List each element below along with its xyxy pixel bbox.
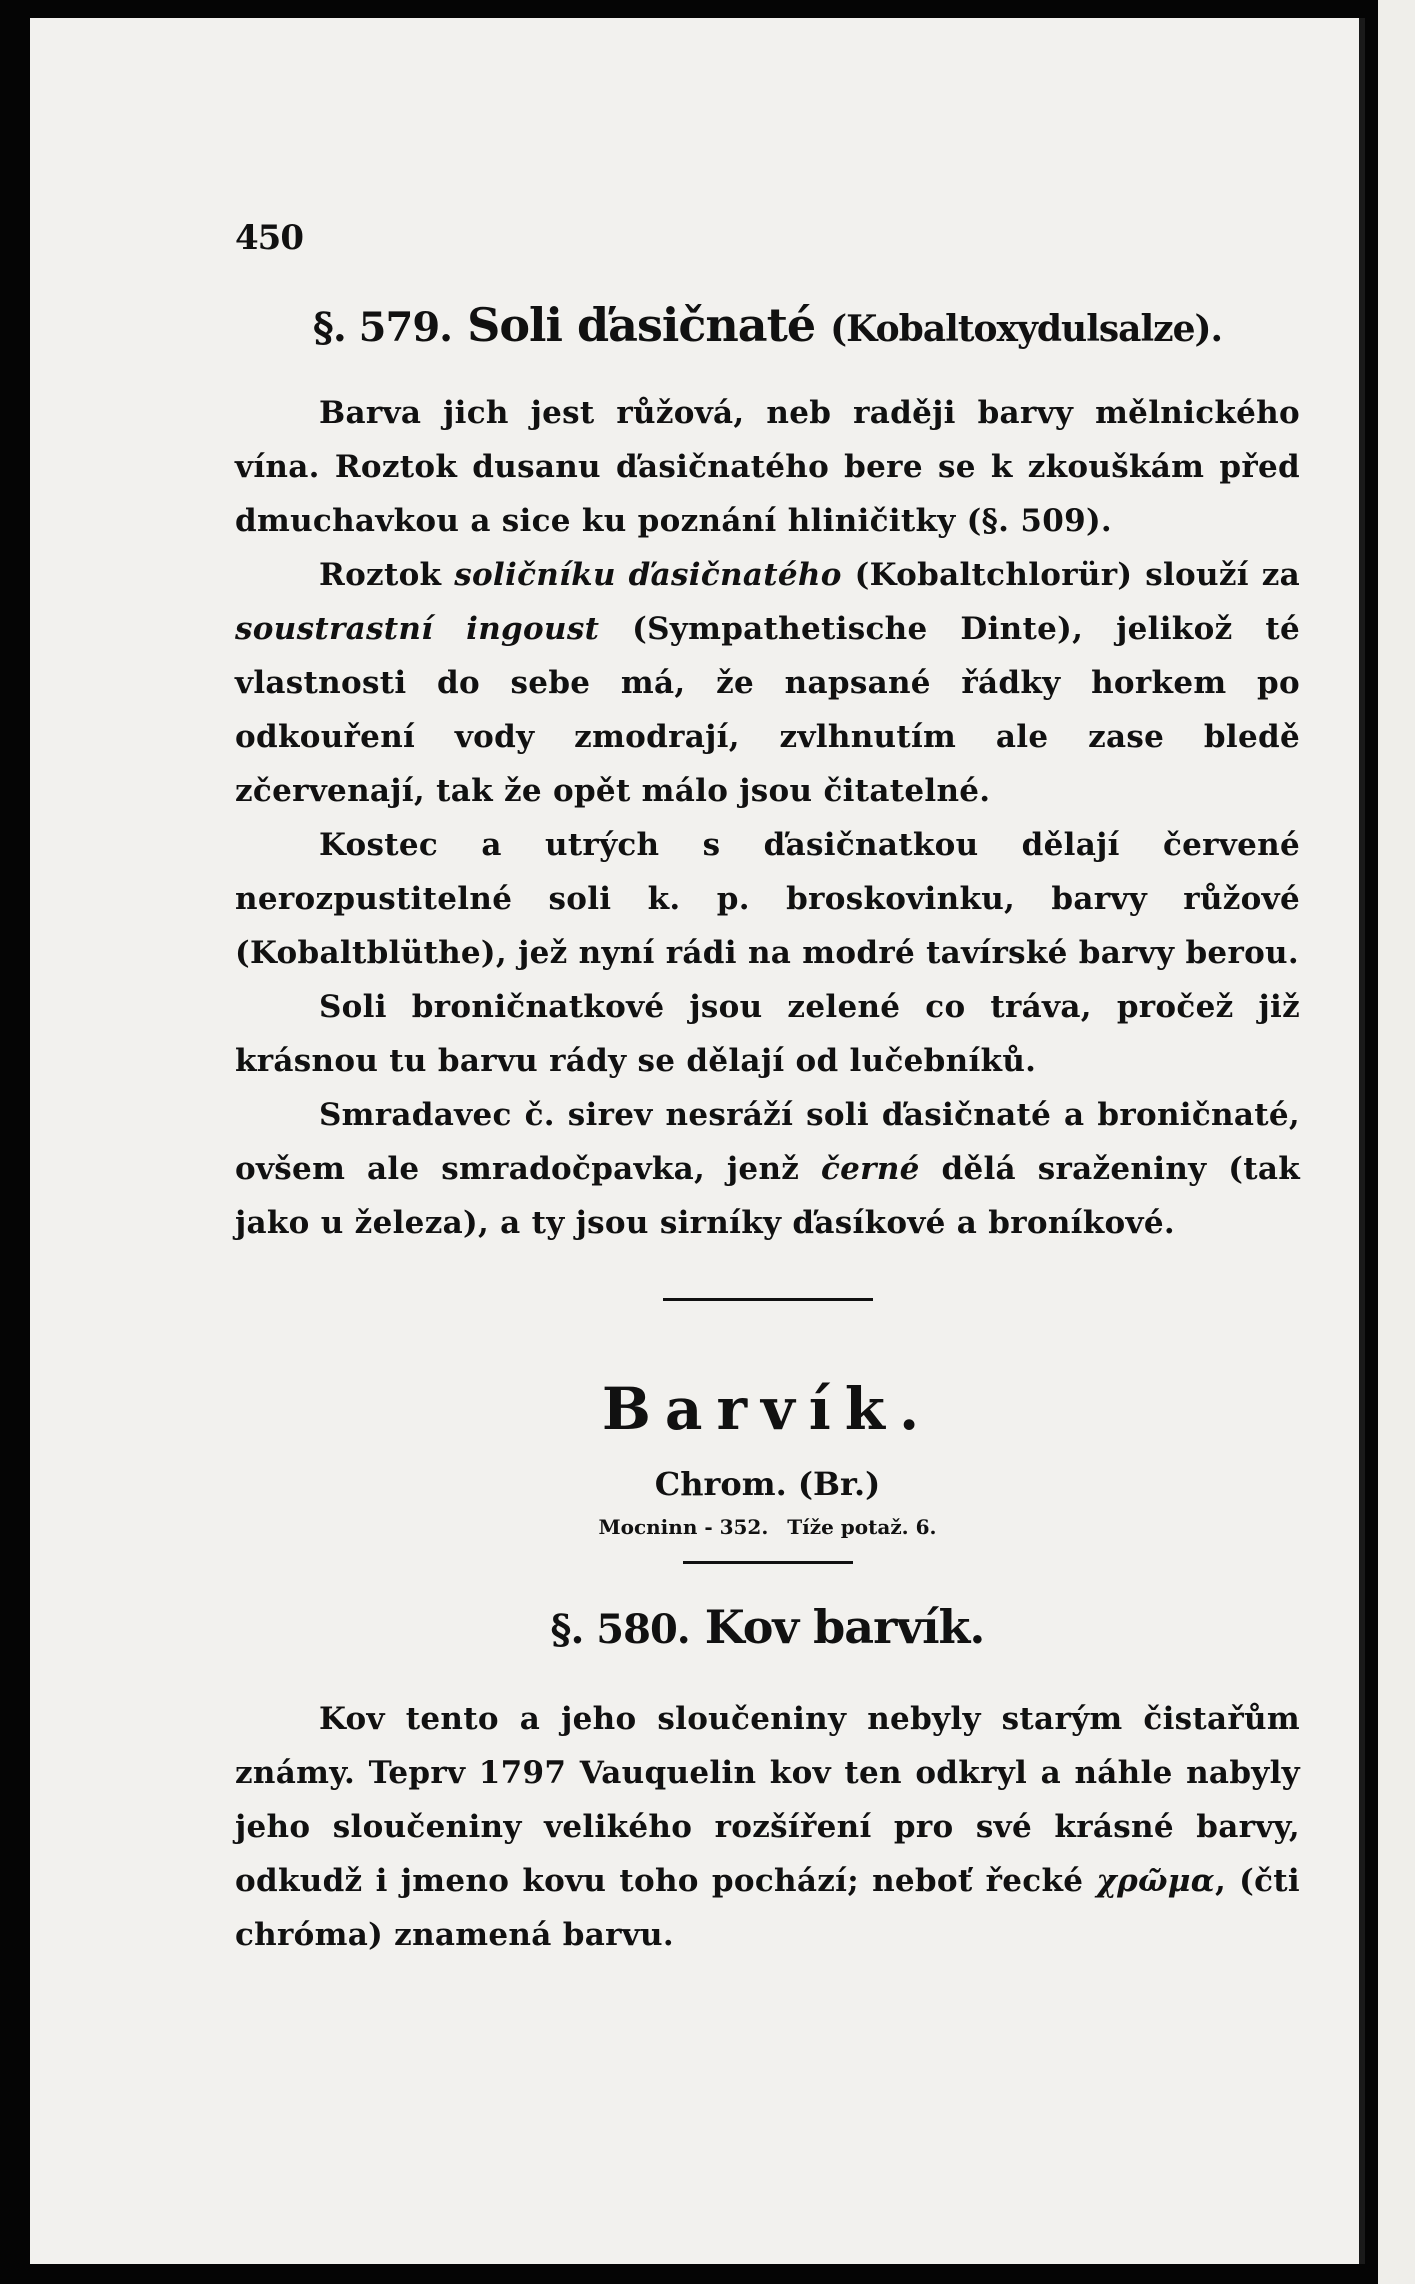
text-segment: Kov tento a jeho sloučeniny nebyly starým čistařům známy. Teprv 1797 Vauquelin kov ten odkryl a náhle nabyly jeho sloučeniny velikého rozšíření pro své krásné barvy, odkudž i jmeno kovu toho pochází; neboť řecké: [235, 1701, 1300, 1899]
section-number: §. 579.: [312, 304, 453, 351]
text-segment: (Sympathetische Dinte), jelikož té vlastnosti do sebe má, že napsané řádky horkem po odkouření vody zmodrají, zvlhnutím ale zase bledě zčervenají, tak že opět málo jsou čitatelné.: [235, 611, 1301, 809]
page-content: [235, 218, 1300, 1962]
italic-term: χρῶμα: [1096, 1863, 1215, 1899]
section-title: Soli ďasičnaté: [467, 298, 816, 352]
element-title: Barvík.: [601, 1375, 934, 1443]
element-mocninn: Mocninn - 352.: [598, 1515, 769, 1539]
text-segment: Smradavec č. sirev nesráží soli ďasičnaté a broničnaté, ovšem ale smradočpavka, jenž: [235, 1097, 1300, 1187]
paragraph: [235, 818, 1300, 980]
element-properties: [235, 1515, 1300, 1539]
section-580-body: [235, 1692, 1300, 1962]
section-german-title: (Kobaltoxydulsalze).: [830, 308, 1223, 350]
paragraph: [235, 548, 1300, 818]
text-segment: (Kobaltchlorür) slouží za: [841, 557, 1300, 593]
element-symbol: Chrom. (Br.): [654, 1465, 881, 1503]
horizontal-rule: [663, 1298, 873, 1301]
adjacent-page-strip: [1378, 0, 1415, 2284]
paragraph: [235, 1692, 1300, 1962]
text-segment: Soli broničnatkové jsou zelené co tráva, pročež již krásnou tu barvu rády se dělají od lučebníků.: [235, 989, 1300, 1079]
section-heading-579: [235, 298, 1300, 352]
section-heading-580: [235, 1600, 1300, 1654]
section-number: §. 580.: [550, 1606, 690, 1653]
section-title: Kov barvík.: [704, 1600, 985, 1654]
text-segment: Barva jich jest růžová, neb raději barvy mělnického vína. Roztok dusanu ďasičnatého bere se k zkouškám před dmuchavkou a sice ku poznání hliničitky (§. 509).: [235, 395, 1300, 539]
italic-term: soustrastní ingoust: [235, 611, 600, 647]
text-segment: Roztok: [319, 557, 455, 593]
italic-term: černé: [820, 1151, 920, 1187]
book-page: [30, 18, 1365, 2264]
page-edge-shadow: [1359, 18, 1365, 2264]
paragraph: [235, 386, 1300, 548]
text-segment: dělá sraženiny (tak jako u železa), a ty jsou sirníky ďasíkové a broníkové.: [235, 1151, 1300, 1241]
paragraph: [235, 1088, 1300, 1250]
paragraph: [235, 980, 1300, 1088]
page-number: 450: [235, 218, 303, 258]
element-tize: Tíže potaž. 6.: [787, 1515, 937, 1539]
text-segment: Kostec a utrých s ďasičnatkou dělají červené nerozpustitelné soli k. p. broskovinku, barvy růžové (Kobaltblüthe), jež nyní rádi na modré tavírské barvy berou.: [235, 827, 1300, 971]
text-segment: , (čti chróma) znamená barvu.: [235, 1863, 1300, 1953]
italic-term: soličníku ďasičnatého: [454, 557, 842, 593]
horizontal-rule-short: [683, 1561, 853, 1564]
section-579-body: [235, 386, 1300, 1250]
